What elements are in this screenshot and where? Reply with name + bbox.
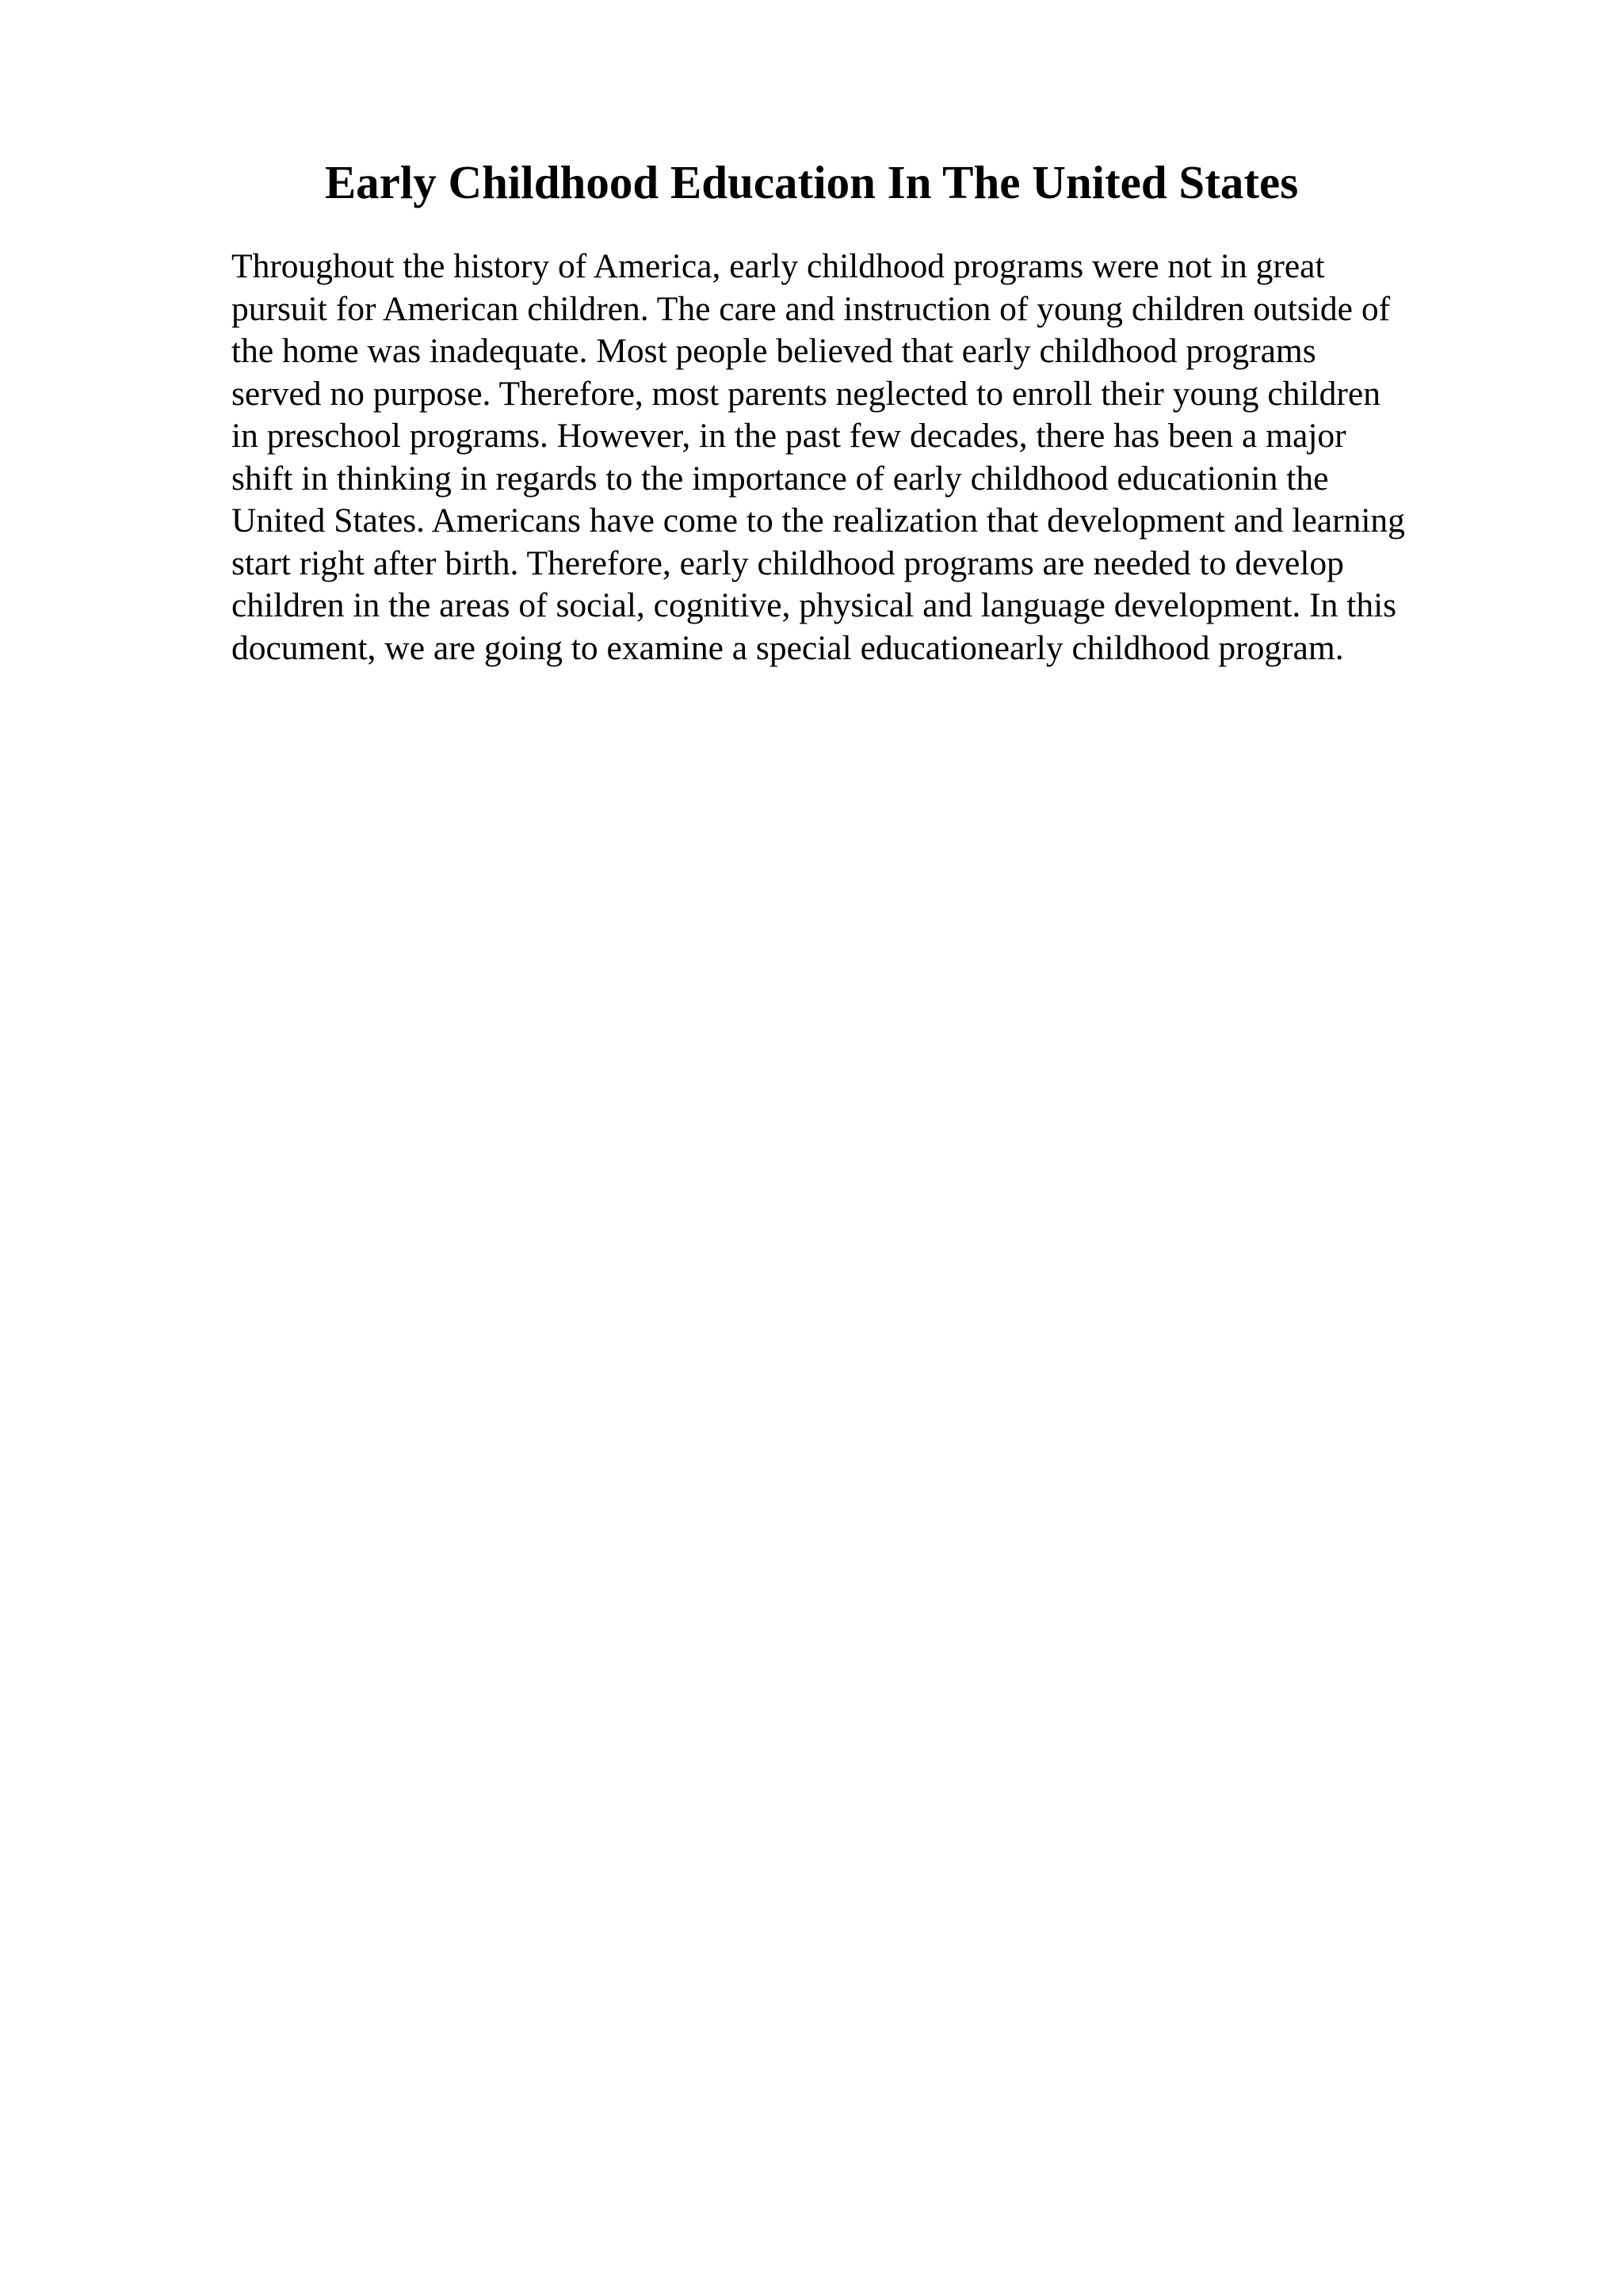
- paragraph-line: start right after birth. Therefore, early childhood programs are needed to develop: [231, 543, 1344, 582]
- paragraph-line: pursuit for American children. The care and instruction of young children outside of: [231, 289, 1391, 328]
- paragraph-line: served no purpose. Therefore, most parents neglected to enroll their young children: [231, 374, 1381, 413]
- paragraph-line: document, we are going to examine a special educationearly childhood program.: [231, 628, 1344, 667]
- paragraph-line: United States. Americans have come to the realization that development and learning: [231, 502, 1405, 540]
- paragraph-line: in preschool programs. However, in the past few decades, there has been a major: [231, 417, 1346, 455]
- body-paragraph: [231, 246, 1515, 669]
- paragraph-line: children in the areas of social, cognitive, physical and language development. In this: [231, 586, 1397, 624]
- paragraph-line: the home was inadequate. Most people believed that early childhood programs: [231, 332, 1316, 370]
- paragraph-line: Throughout the history of America, early childhood programs were not in great: [231, 247, 1325, 285]
- paragraph-line: shift in thinking in regards to the importance of early childhood educationin the: [231, 459, 1329, 498]
- document-title: Early Childhood Education In The United States: [324, 156, 1299, 208]
